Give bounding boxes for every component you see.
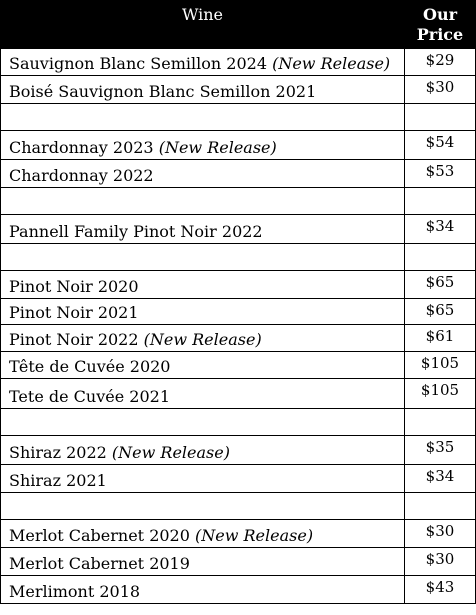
table-row: [1, 325, 476, 352]
price-cell: [405, 244, 476, 271]
table-row: [1, 49, 476, 76]
table-row: [1, 520, 476, 548]
price-cell: $30: [405, 520, 476, 548]
price-cell: [405, 493, 476, 520]
wine-name: Merlot Cabernet 2020: [9, 526, 190, 545]
wine-name-cell: [1, 576, 405, 604]
spacer-row: [1, 188, 476, 215]
wine-name: Merlot Cabernet 2019: [9, 554, 190, 573]
price-cell: $43: [405, 576, 476, 604]
wine-name-cell: [1, 271, 405, 299]
table-row: [1, 436, 476, 465]
table-row: [1, 379, 476, 409]
table-row: [1, 299, 476, 325]
spacer-row: [1, 244, 476, 271]
price-cell: $61: [405, 325, 476, 352]
price-cell: $30: [405, 548, 476, 576]
price-header-line-1: Our: [423, 5, 457, 24]
wine-name-cell: [1, 299, 405, 325]
wine-name: Boisé Sauvignon Blanc Semillon 2021: [9, 82, 317, 101]
wine-name-cell: [1, 244, 405, 271]
wine-name-cell: [1, 379, 405, 409]
table-row: [1, 215, 476, 244]
price-cell: [405, 104, 476, 131]
price-cell: $65: [405, 271, 476, 299]
price-cell: $34: [405, 215, 476, 244]
price-cell: $65: [405, 299, 476, 325]
table-row: [1, 548, 476, 576]
wine-name-cell: [1, 76, 405, 104]
wine-name: Tête de Cuvée 2020: [9, 357, 171, 376]
wine-name-cell: [1, 548, 405, 576]
table-row: [1, 76, 476, 104]
wine-name-cell: [1, 409, 405, 436]
spacer-row: [1, 409, 476, 436]
spacer-row: [1, 493, 476, 520]
release-note: (New Release): [195, 526, 314, 545]
wine-name-cell: [1, 520, 405, 548]
price-cell: $29: [405, 49, 476, 76]
release-note: (New Release): [158, 138, 277, 157]
wine-name-cell: [1, 160, 405, 188]
wine-name: Pannell Family Pinot Noir 2022: [9, 222, 263, 241]
table-row: [1, 160, 476, 188]
price-cell: [405, 409, 476, 436]
spacer-row: [1, 104, 476, 131]
wine-name: Shiraz 2022: [9, 443, 107, 462]
wine-name: Chardonnay 2023: [9, 138, 154, 157]
wine-name-cell: [1, 104, 405, 131]
wine-name: Chardonnay 2022: [9, 166, 154, 185]
release-note: (New Release): [143, 330, 262, 349]
table-row: [1, 131, 476, 160]
wine-name-cell: [1, 188, 405, 215]
table-row: [1, 352, 476, 379]
wine-name-cell: [1, 215, 405, 244]
table-row: [1, 271, 476, 299]
price-cell: $34: [405, 465, 476, 493]
price-cell: [405, 188, 476, 215]
wine-name-cell: [1, 49, 405, 76]
wine-name-cell: [1, 436, 405, 465]
wine-name: Merlimont 2018: [9, 582, 141, 601]
release-note: (New Release): [111, 443, 230, 462]
table-header-row: [1, 1, 476, 49]
table-row: [1, 465, 476, 493]
wine-name: Pinot Noir 2021: [9, 303, 139, 322]
price-header-line-2: Price: [416, 25, 464, 44]
price-cell: $53: [405, 160, 476, 188]
wine-name-cell: [1, 493, 405, 520]
wine-name-cell: [1, 465, 405, 493]
price-cell: $30: [405, 76, 476, 104]
table-row: [1, 576, 476, 604]
wine-name-cell: [1, 131, 405, 160]
price-cell: $54: [405, 131, 476, 160]
price-column-header: [405, 1, 476, 49]
wine-name-cell: [1, 325, 405, 352]
wine-name: Sauvignon Blanc Semillon 2024: [9, 54, 267, 73]
wine-name: Pinot Noir 2022: [9, 330, 139, 349]
wine-column-header: Wine: [1, 1, 405, 49]
wine-name: Pinot Noir 2020: [9, 277, 139, 296]
wine-name: Tete de Cuvée 2021: [9, 387, 171, 406]
price-cell: $35: [405, 436, 476, 465]
release-note: (New Release): [272, 54, 391, 73]
price-cell: $105: [405, 352, 476, 379]
price-cell: $105: [405, 379, 476, 409]
wine-name-cell: [1, 352, 405, 379]
wine-name: Shiraz 2021: [9, 471, 107, 490]
